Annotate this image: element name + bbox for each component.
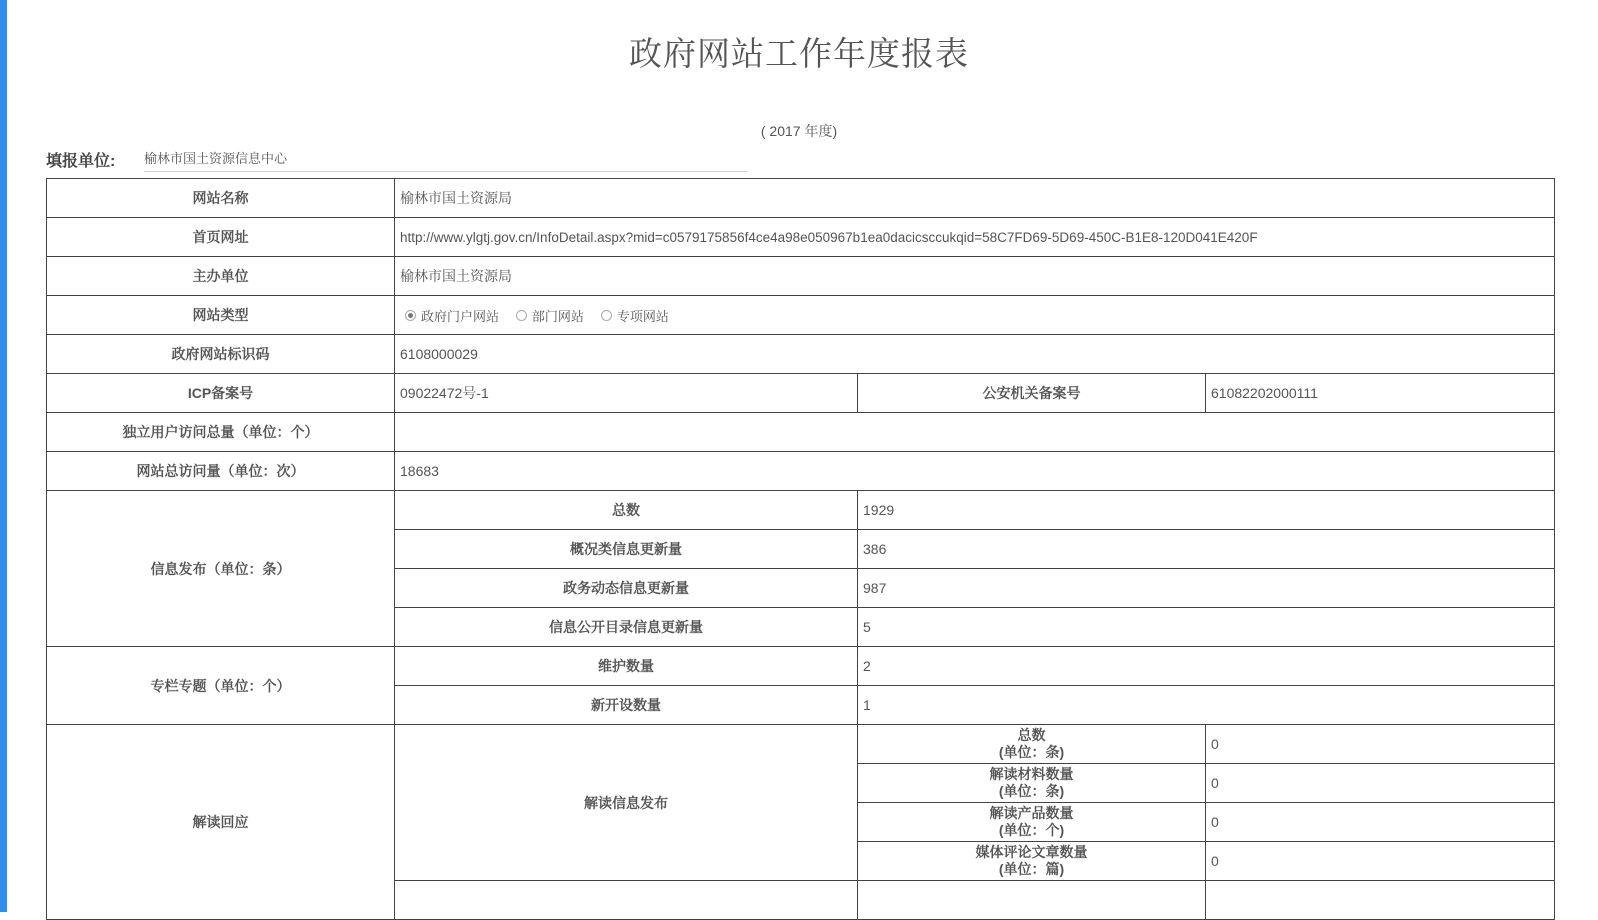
site-name-value: 榆林市国土资源局 bbox=[395, 179, 1555, 218]
interp-media-value: 0 bbox=[1206, 842, 1555, 881]
interp-material-label-line2: (单位：条) bbox=[998, 783, 1065, 799]
radio-department-label: 部门网站 bbox=[531, 308, 584, 324]
interp-material-value: 0 bbox=[1206, 764, 1555, 803]
icp-label: ICP备案号 bbox=[47, 374, 395, 413]
interp-media-label-line2: (单位：篇) bbox=[998, 861, 1065, 877]
site-name-label: 网站名称 bbox=[47, 179, 395, 218]
total-visits-label: 网站总访问量（单位：次） bbox=[47, 452, 395, 491]
interp-product-label-line2: (单位：个) bbox=[998, 822, 1065, 838]
unique-visitors-value bbox=[395, 413, 1555, 452]
info-publish-label: 信息发布（单位：条） bbox=[47, 491, 395, 647]
columns-label: 专栏专题（单位：个） bbox=[47, 647, 395, 725]
info-news-label: 政务动态信息更新量 bbox=[395, 569, 858, 608]
interp-total-label-line2: (单位：条) bbox=[998, 744, 1065, 760]
unique-visitors-label: 独立用户访问总量（单位：个） bbox=[47, 413, 395, 452]
report-year: ( 2017 年度) bbox=[760, 123, 838, 139]
info-catalog-value: 5 bbox=[858, 608, 1555, 647]
row-interp-total bbox=[47, 725, 1555, 764]
interp-extra-cell-b bbox=[858, 881, 1206, 920]
site-id-value: 6108000029 bbox=[395, 335, 1555, 374]
row-info-total bbox=[47, 491, 1555, 530]
interp-total-label bbox=[858, 725, 1206, 764]
info-total-label: 总数 bbox=[395, 491, 858, 530]
columns-maintain-label: 维护数量 bbox=[395, 647, 858, 686]
radio-department[interactable] bbox=[516, 310, 527, 321]
interp-product-value: 0 bbox=[1206, 803, 1555, 842]
interp-material-label-line1: 解读材料数量 bbox=[989, 766, 1074, 782]
interp-extra-cell-c bbox=[1206, 881, 1555, 920]
row-columns-maintain bbox=[47, 647, 1555, 686]
interp-extra-cell-a bbox=[395, 881, 858, 920]
reporter-field bbox=[46, 146, 748, 174]
row-homepage bbox=[47, 218, 1555, 257]
radio-special-label: 专项网站 bbox=[616, 308, 669, 324]
police-record-label: 公安机关备案号 bbox=[858, 374, 1206, 413]
site-type-options bbox=[395, 296, 1555, 335]
page-title: 政府网站工作年度报表 bbox=[629, 35, 969, 72]
interp-publish-label: 解读信息发布 bbox=[395, 725, 858, 881]
interp-media-label-line1: 媒体评论文章数量 bbox=[975, 844, 1088, 860]
row-site-type bbox=[47, 296, 1555, 335]
info-overview-value: 386 bbox=[858, 530, 1555, 569]
icp-value: 09022472号-1 bbox=[395, 374, 858, 413]
homepage-label: 首页网址 bbox=[47, 218, 395, 257]
columns-new-value: 1 bbox=[858, 686, 1555, 725]
row-icp bbox=[47, 374, 1555, 413]
interp-product-label bbox=[858, 803, 1206, 842]
row-sponsor bbox=[47, 257, 1555, 296]
row-unique-visitors bbox=[47, 413, 1555, 452]
total-visits-value: 18683 bbox=[395, 452, 1555, 491]
info-overview-label: 概况类信息更新量 bbox=[395, 530, 858, 569]
interp-total-label-line1: 总数 bbox=[1017, 727, 1046, 743]
interp-total-value: 0 bbox=[1206, 725, 1555, 764]
row-site-id bbox=[47, 335, 1555, 374]
info-news-value: 987 bbox=[858, 569, 1555, 608]
row-total-visits bbox=[47, 452, 1555, 491]
interpretation-label: 解读回应 bbox=[47, 725, 395, 920]
police-record-value: 61082202000111 bbox=[1206, 374, 1555, 413]
interp-media-label bbox=[858, 842, 1206, 881]
reporter-label: 填报单位: bbox=[46, 153, 116, 170]
report-table bbox=[46, 178, 1555, 920]
interp-material-label bbox=[858, 764, 1206, 803]
radio-portal-label: 政府门户网站 bbox=[421, 308, 500, 324]
radio-portal[interactable] bbox=[405, 310, 416, 321]
site-id-label: 政府网站标识码 bbox=[47, 335, 395, 374]
columns-new-label: 新开设数量 bbox=[395, 686, 858, 725]
info-catalog-label: 信息公开目录信息更新量 bbox=[395, 608, 858, 647]
sponsor-label: 主办单位 bbox=[47, 257, 395, 296]
radio-special[interactable] bbox=[601, 310, 612, 321]
row-site-name bbox=[47, 179, 1555, 218]
interp-product-label-line1: 解读产品数量 bbox=[989, 805, 1074, 821]
reporter-input[interactable]: 榆林市国土资源信息中心 bbox=[144, 146, 748, 172]
homepage-value: http://www.ylgtj.gov.cn/InfoDetail.aspx?mid=c0579175856f4ce4a98e050967b1ea0dacicsccukqid=58C7FD69-5D69-450C-B1E8-120D041E420F bbox=[395, 218, 1555, 257]
columns-maintain-value: 2 bbox=[858, 647, 1555, 686]
site-type-label: 网站类型 bbox=[47, 296, 395, 335]
sponsor-value: 榆林市国土资源局 bbox=[395, 257, 1555, 296]
info-total-value: 1929 bbox=[858, 491, 1555, 530]
